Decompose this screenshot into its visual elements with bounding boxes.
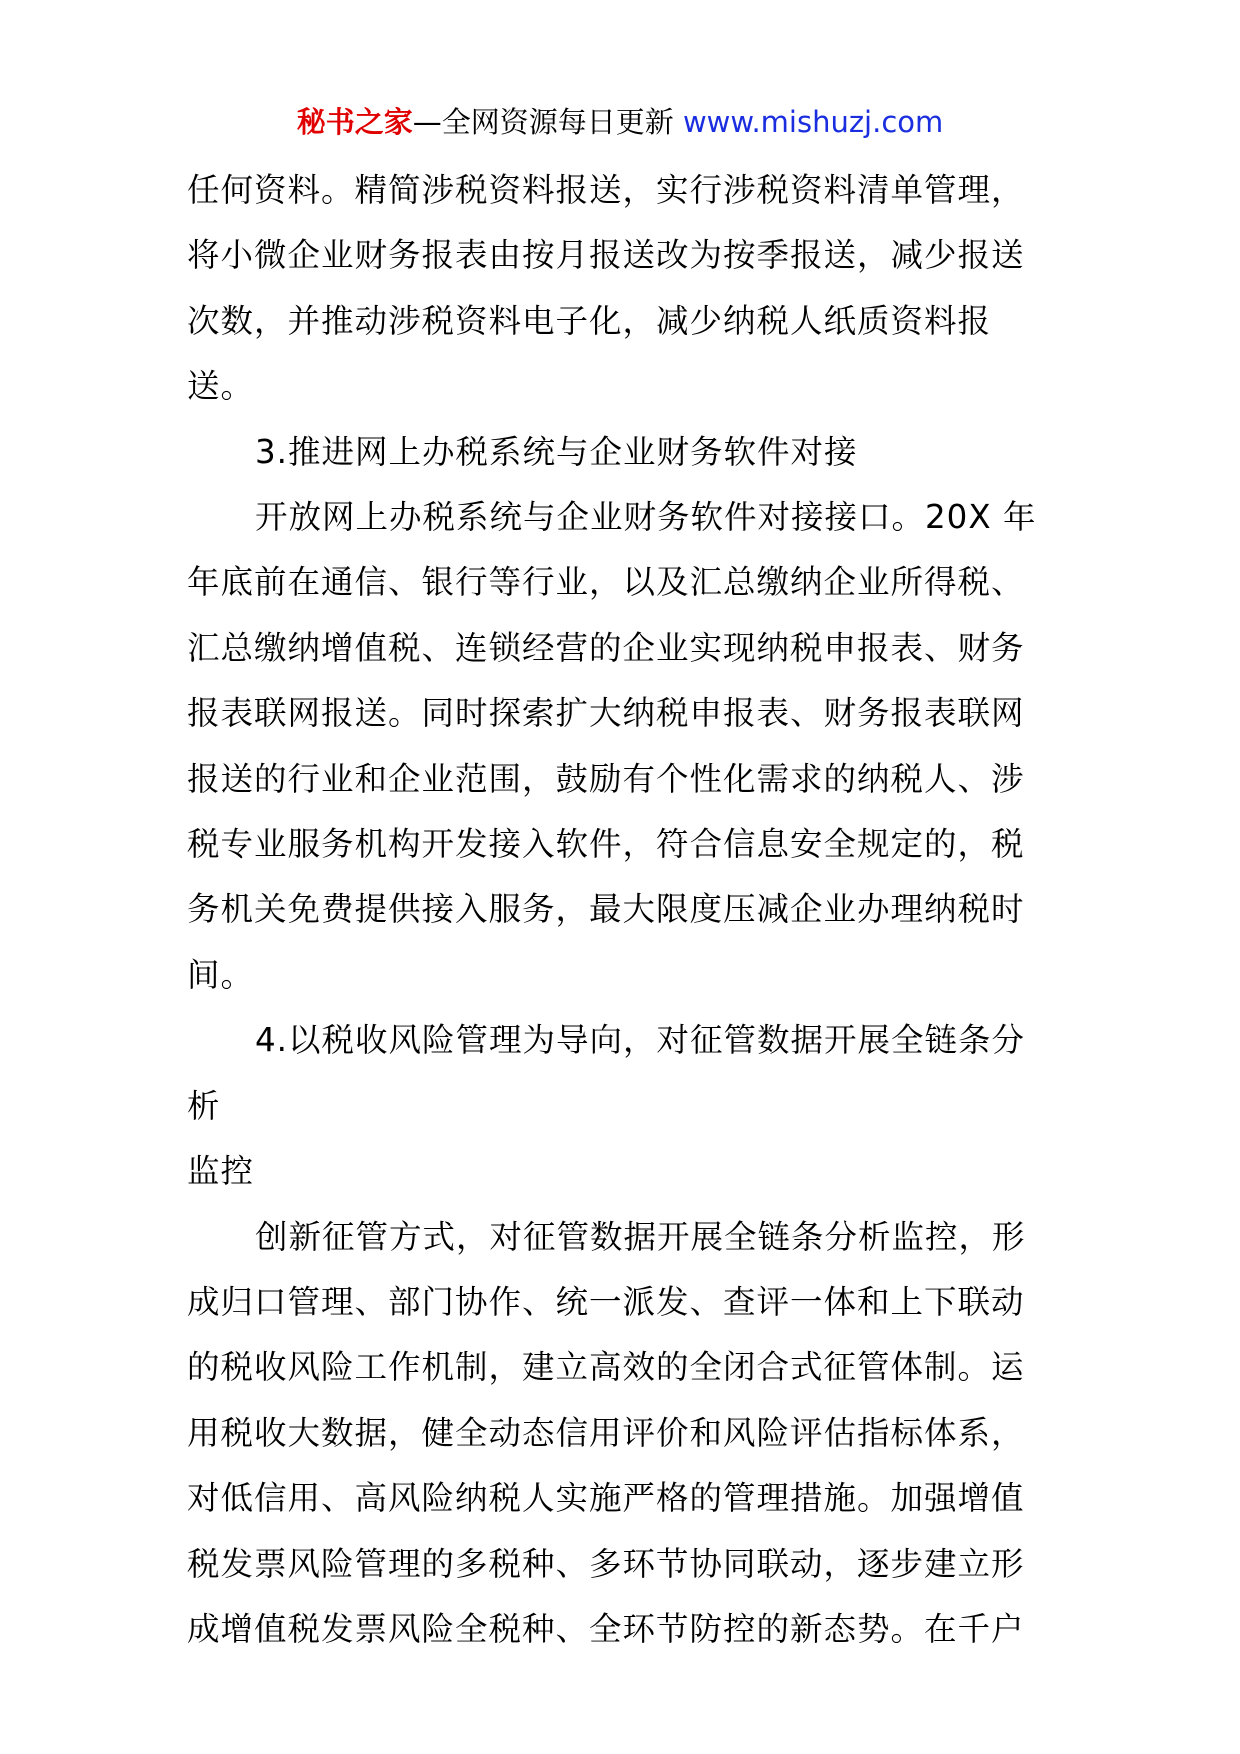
section-heading-4-continued: 监控 — [187, 1152, 255, 1191]
body-line: 任何资料。精简涉税资料报送，实行涉税资料清单管理， — [187, 171, 1025, 209]
body-line: 税专业服务机构开发接入软件，符合信息安全规定的，税 — [187, 825, 1025, 864]
header-slogan: —全网资源每日更新 — [412, 105, 674, 139]
body-line: 成归口管理、部门协作、统一派发、查评一体和上下联动 — [187, 1282, 1025, 1321]
body-line: 对低信用、高风险纳税人实施严格的管理措施。加强增值 — [187, 1479, 1025, 1518]
body-line: 报表联网报送。同时探索扩大纳税申报表、财务报表联网 — [187, 694, 1025, 733]
body-line: 创新征管方式，对征管数据开展全链条分析监控，形 — [255, 1217, 1026, 1256]
body-line: 送。 — [187, 367, 255, 406]
body-line: 的税收风险工作机制，建立高效的全闭合式征管体制。运 — [187, 1348, 1025, 1387]
body-line: 报送的行业和企业范围，鼓励有个性化需求的纳税人、涉 — [187, 759, 1025, 798]
section-heading-4: 4.以税收风险管理为导向，对征管数据开展全链条分析 — [187, 1021, 1026, 1125]
body-line: 税发票风险管理的多税种、多环节协同联动，逐步建立形 — [187, 1544, 1025, 1583]
body-line: 用税收大数据，健全动态信用评价和风险评估指标体系， — [187, 1413, 1025, 1452]
brand-name: 秘书之家 — [296, 105, 413, 139]
body-line: 将小微企业财务报表由按月报送改为按季报送，减少报送 — [187, 236, 1025, 275]
body-line: 次数，并推动涉税资料电子化，减少纳税人纸质资料报 — [187, 301, 992, 340]
body-line: 间。 — [187, 955, 255, 994]
body-line: 汇总缴纳增值税、连锁经营的企业实现纳税申报表、财务 — [187, 628, 1025, 667]
section-heading-3: 3.推进网上办税系统与企业财务软件对接 — [255, 432, 858, 471]
body-line: 务机关免费提供接入服务，最大限度压减企业办理纳税时 — [187, 890, 1025, 929]
body-line: 年底前在通信、银行等行业，以及汇总缴纳企业所得税、 — [187, 563, 1025, 602]
body-line: 成增值税发票风险全税种、全环节防控的新态势。在千户 — [187, 1609, 1025, 1648]
watermark-header — [0, 102, 1240, 142]
site-url-link[interactable]: www.mishuzj.com — [682, 105, 944, 139]
document-body — [187, 158, 1053, 1662]
body-line: 开放网上办税系统与企业财务软件对接接口。20X 年 — [255, 498, 1037, 537]
